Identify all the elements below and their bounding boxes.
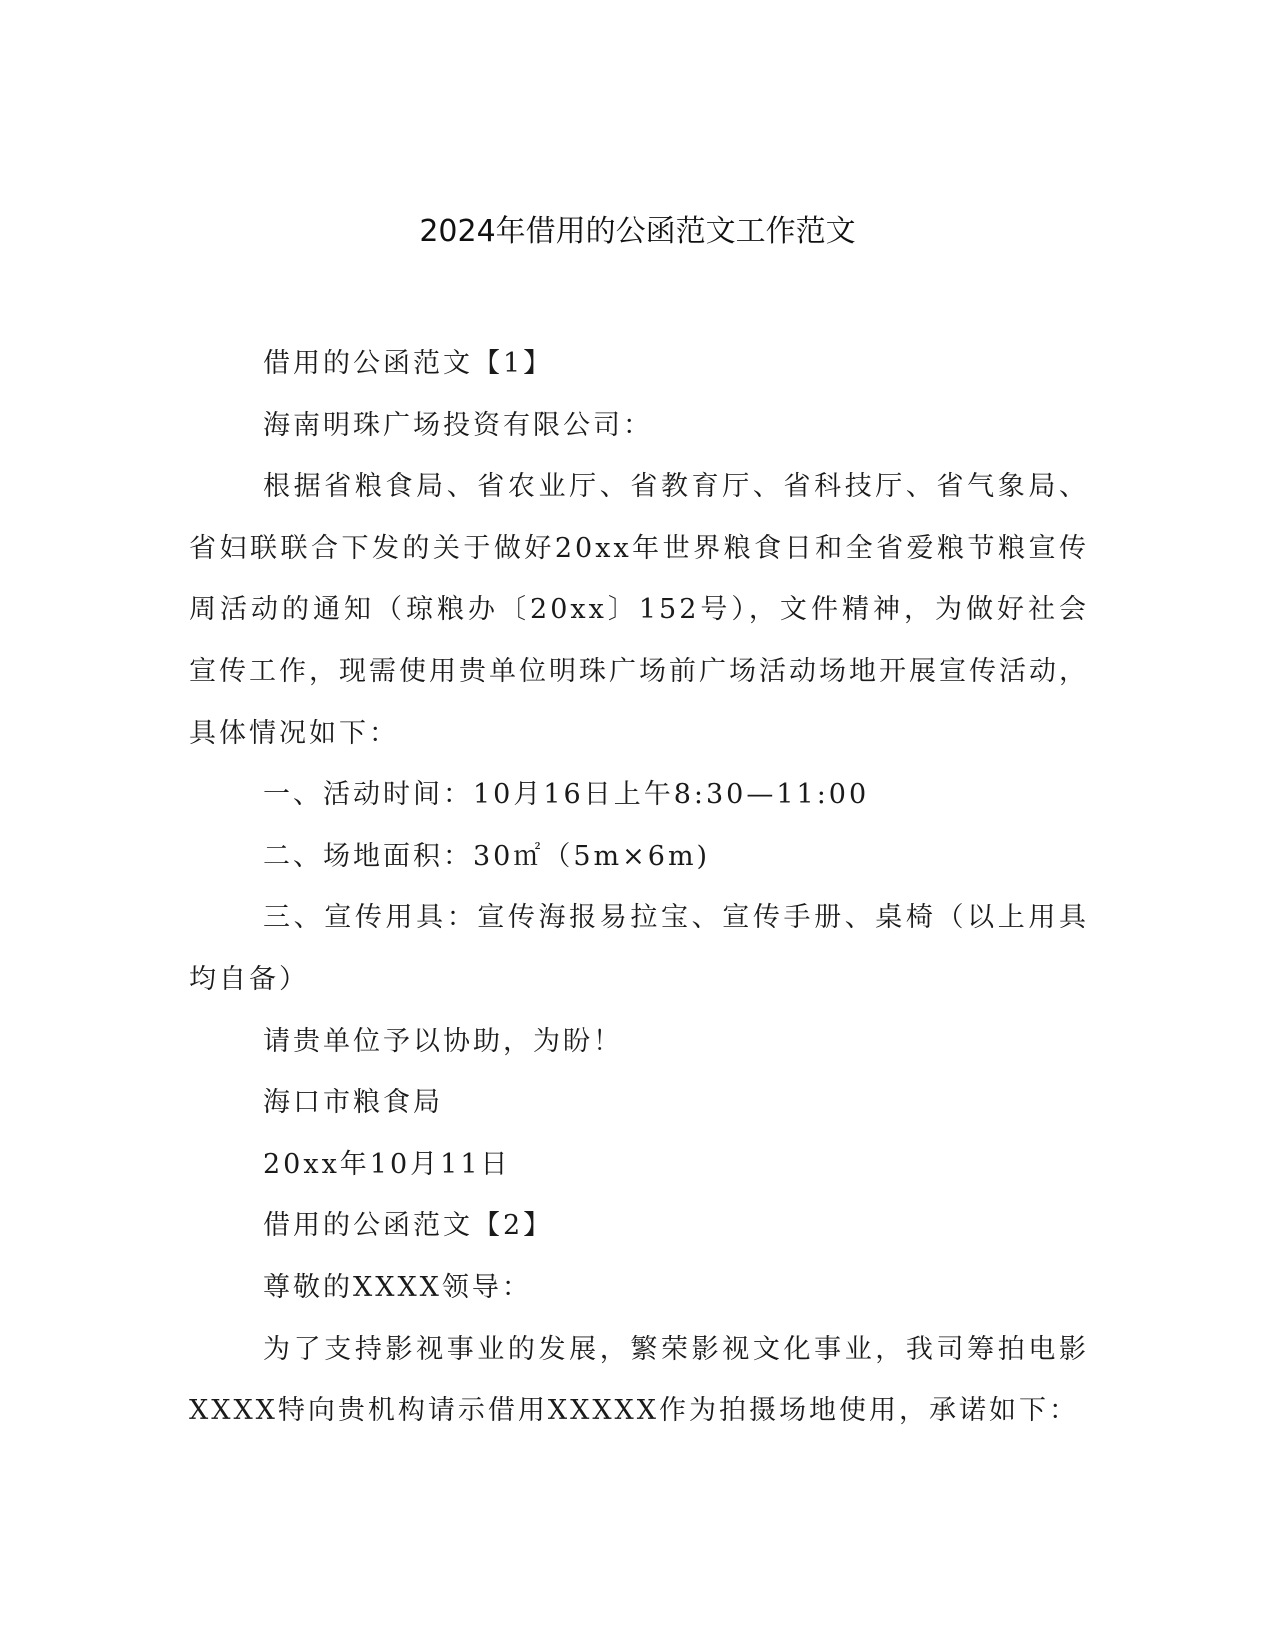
section-heading-2: 借用的公函范文【2】 — [263, 1210, 554, 1242]
signature-sender: 海口市粮食局 — [263, 1087, 443, 1119]
signature-date: 20xx年10月11日 — [263, 1148, 511, 1180]
section-heading-1: 借用的公函范文【1】 — [263, 348, 554, 379]
list-item-time: 一、活动时间：10月16日上午8:30—11:00 — [263, 779, 870, 811]
addressee-2: 尊敬的XXXX领导： — [263, 1271, 532, 1303]
body-paragraph-film: 为了支持影视事业的发展，繁荣影视文化事业，我司筹拍电影XXXX特向贵机构请示借用XXXXX作为拍摄场地使用，承诺如下： — [189, 1333, 1089, 1427]
closing-line: 请贵单位予以协助，为盼！ — [263, 1025, 623, 1057]
body-paragraph-request: 根据省粮食局、省农业厅、省教育厅、省科技厅、省气象局、省妇联联合下发的关于做好20xx年世界粮食日和全省爱粮节粮宣传周活动的通知（琼粮办〔20xx〕152号），文件精神，为做好社会宣传工作，现需使用贵单位明珠广场前广场活动场地开展宣传活动，具体情况如下： — [189, 471, 1089, 749]
list-item-materials: 三、宣传用具：宣传海报易拉宝、宣传手册、桌椅（以上用具均自备） — [189, 902, 1089, 995]
document-body — [189, 333, 1089, 1442]
document-title: 2024年借用的公函范文工作范文 — [419, 214, 856, 249]
list-item-area: 二、场地面积：30㎡（5m×6m) — [263, 840, 711, 872]
addressee: 海南明珠广场投资有限公司： — [263, 409, 653, 441]
